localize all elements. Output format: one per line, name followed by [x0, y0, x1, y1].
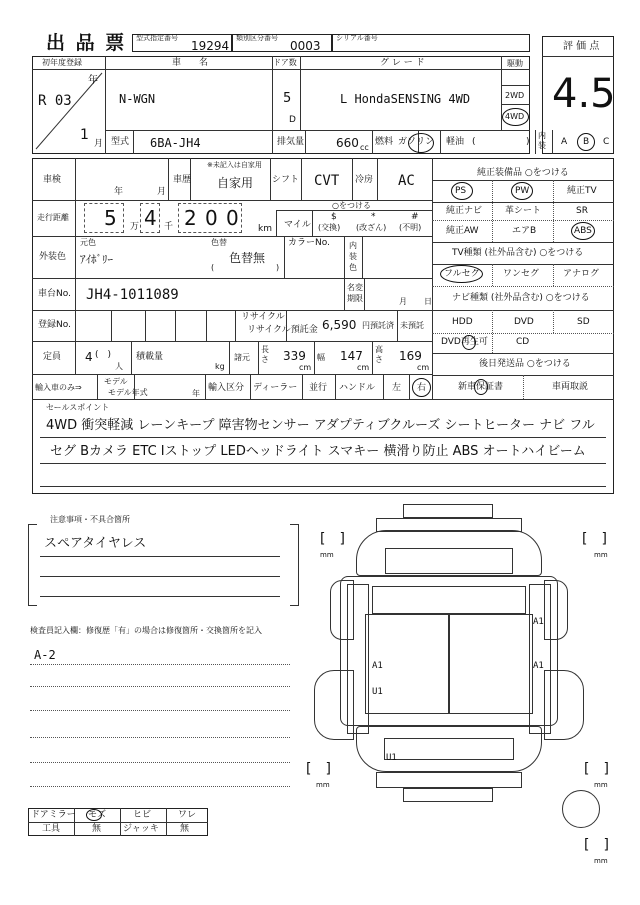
- drive-2wd: 2WD: [505, 91, 525, 100]
- notes-label: 注意事項・不具合箇所: [50, 515, 130, 524]
- navi-label: ナビ種類 (社外品含む) ○をつける: [452, 293, 590, 303]
- equip-abs: ABS: [574, 226, 592, 236]
- acc-mirror-value: モズ: [88, 810, 107, 820]
- recycle-paid: 円預託済: [362, 321, 394, 330]
- inspection-month-unit: 月: [157, 187, 167, 197]
- mileage-man: 万: [130, 222, 140, 232]
- acc-break-label: ワレ: [178, 810, 197, 820]
- history-value: 自家用: [217, 176, 254, 190]
- fuel-label: 燃料: [375, 137, 394, 147]
- drive-4wd: 4WD: [505, 112, 525, 121]
- mark-dollar-note: (交換): [318, 223, 341, 232]
- first-reg-label: 初年度登録: [42, 58, 82, 67]
- doors-type: D: [289, 115, 296, 125]
- recycle-label: リサイクル預託金: [247, 325, 318, 335]
- sales-label: セールスポイント: [46, 403, 110, 412]
- car-name-label: 車 名: [172, 58, 209, 68]
- name-change-day: 日: [424, 297, 432, 306]
- mile-label: マイル: [284, 220, 311, 230]
- recycle-amount: 6,590: [322, 318, 357, 332]
- original-color-label: 元色: [80, 238, 96, 247]
- length-label: 長さ: [261, 345, 269, 364]
- sales-line-2: セグ Bカメラ ETC Iストップ LEDヘッドライト スマキー 横滑り防止 ABS オートハイビーム: [50, 444, 586, 459]
- import-dealer: ディーラー: [253, 383, 298, 393]
- interior-label: 内装: [538, 131, 546, 150]
- first-reg-year-unit: 年: [88, 75, 98, 86]
- equip-pw: PW: [515, 186, 530, 196]
- equip-genuine-tv: 純正TV: [567, 186, 597, 196]
- displacement-label: 排気量: [277, 137, 305, 147]
- height-label: 高さ: [375, 345, 383, 364]
- inspection-label: 車検: [43, 175, 62, 185]
- handle-left: 左: [392, 383, 402, 393]
- width-label: 幅: [317, 353, 325, 362]
- fuel-gasoline: ガソリン: [398, 137, 435, 147]
- acc-tools-label: 工具: [42, 824, 61, 834]
- model-code-label: 型式指定番号: [136, 34, 178, 42]
- first-reg-year: R 03: [38, 93, 72, 109]
- mileage-unit: km: [258, 224, 272, 234]
- first-reg-month-unit: 月: [94, 139, 104, 149]
- damage-mark-5: U1: [386, 753, 397, 763]
- interior-grade-c: C: [603, 137, 610, 147]
- navi-hdd: HDD: [452, 317, 473, 327]
- load-label: 積載量: [136, 352, 164, 362]
- interior-grade-a: A: [561, 137, 568, 147]
- doors-label: ドア数: [273, 58, 297, 67]
- mark-star-note: (改ざん): [356, 223, 387, 232]
- load-unit: kg: [215, 362, 225, 371]
- width-unit: cm: [357, 363, 370, 372]
- shift-label: シフト: [272, 175, 300, 185]
- handle-right-circle: [412, 378, 431, 397]
- doors-value: 5: [283, 91, 292, 106]
- length-value: 339: [283, 349, 306, 363]
- tv-oneseg: ワンセグ: [503, 269, 540, 279]
- handle-right: 右: [417, 383, 427, 393]
- mm-label-3: mm: [316, 781, 330, 789]
- equip-leather: 革シート: [505, 206, 542, 216]
- car-name-value: N-WGN: [119, 92, 156, 106]
- import-year-unit: 年: [192, 389, 200, 398]
- equip-airbag: エアB: [512, 226, 537, 236]
- name-change-label: 名変期限: [347, 283, 363, 303]
- history-label: 車歴: [173, 175, 192, 185]
- mark-hash-note: (不明): [399, 223, 422, 232]
- recycle-unpaid: 未預託: [400, 321, 424, 330]
- repaint-value: 色替無: [229, 251, 266, 265]
- damage-mark-3: A1: [533, 661, 544, 671]
- ac-value: AC: [398, 173, 415, 189]
- notes-text: スペアタイヤレス: [44, 536, 147, 551]
- shift-value: CVT: [314, 173, 340, 189]
- mileage-digit-4: 0: [205, 206, 218, 230]
- acc-tools-value: 無: [92, 824, 102, 834]
- mm-label-4: mm: [594, 781, 608, 789]
- acc-crack-label: ヒビ: [133, 810, 152, 820]
- height-unit: cm: [417, 363, 430, 372]
- mm-label-1: mm: [320, 551, 334, 559]
- mileage-sen: 千: [164, 222, 174, 232]
- length-unit: cm: [299, 363, 312, 372]
- repaint-label: 色替: [211, 238, 227, 247]
- mm-label-2: mm: [594, 551, 608, 559]
- serial-label: シリアル番号: [336, 34, 378, 42]
- reg-no-label: 登録No.: [38, 320, 71, 330]
- chassis-value: JH4-1011089: [86, 287, 179, 303]
- media-cd: CD: [516, 337, 530, 347]
- later-label: 後日発送品 ○をつける: [479, 359, 571, 369]
- drive-label: 駆動: [507, 59, 523, 68]
- cc-unit: cc: [360, 143, 369, 152]
- acc-jack-label: ジャッキ: [123, 824, 159, 834]
- equip-ps: PS: [455, 186, 467, 196]
- capacity-label: 定員: [43, 352, 62, 362]
- handle-label: ハンドル: [339, 383, 376, 393]
- rating-value: 4.5: [552, 71, 616, 117]
- mileage-digit-3: 2: [184, 206, 197, 230]
- mm-label-5: mm: [594, 857, 608, 865]
- displacement-value: 660: [336, 136, 359, 150]
- genuine-label: 純正装備品 ○をつける: [477, 168, 569, 178]
- height-value: 169: [399, 349, 422, 363]
- original-color-value: ｱｲﾎﾞﾘｰ: [80, 253, 113, 266]
- inspection-year-unit: 年: [114, 187, 124, 197]
- mileage-digit-5: 0: [226, 206, 239, 230]
- capacity-unit: 人: [115, 362, 123, 371]
- tv-analog: アナログ: [563, 269, 600, 279]
- tv-fullseg: フルセグ: [444, 269, 480, 279]
- mileage-label: 走行距離: [37, 213, 69, 222]
- mark-label: ○をつける: [332, 201, 371, 210]
- mark-hash: #: [411, 212, 419, 222]
- import-parallel: 並行: [309, 383, 328, 393]
- equip-genuine-navi: 純正ナビ: [446, 206, 483, 216]
- model-code-value: 19294: [191, 39, 230, 53]
- navi-dvd: DVD: [514, 317, 534, 327]
- fuel-gasoline-circle: [408, 133, 434, 153]
- mileage-digit-2: 4: [144, 206, 157, 230]
- recycle-label-1: リサイクル: [241, 312, 285, 322]
- damage-mark-2: A1: [372, 661, 383, 671]
- interior-color-label: 内装色: [349, 241, 357, 272]
- model-year-label: モデル年式: [108, 388, 148, 397]
- type-label: 型式: [111, 137, 130, 147]
- tv-label: TV種類 (社外品含む) ○をつける: [452, 248, 584, 258]
- media-dvd-play: DVD再生可: [441, 337, 488, 347]
- drive-4wd-circle: [502, 108, 529, 126]
- later-manual: 車両取説: [552, 382, 589, 392]
- sales-line-1: 4WD 衝突軽減 レーンキープ 障害物センサー アダプティブクルーズ シートヒーター ナビ フル: [46, 418, 595, 433]
- grade-value: L HondaSENSING 4WD: [340, 92, 471, 106]
- inspector-label: 検査員記入欄：修復歴「有」の場合は修復箇所・交換箇所を記入: [30, 626, 262, 635]
- import-type-label: 輸入区分: [208, 383, 245, 393]
- color-no-label: カラーNo.: [288, 238, 330, 248]
- later-warranty: 新車保証書: [458, 382, 504, 392]
- dims-label: 諸元: [234, 353, 250, 362]
- interior-grade-b: B: [583, 137, 590, 147]
- inspector-text: A-2: [34, 648, 56, 662]
- class-code-value: 0003: [290, 39, 321, 53]
- color-label: 外装色: [39, 252, 67, 262]
- mark-dollar: $: [331, 212, 337, 222]
- width-value: 147: [340, 349, 363, 363]
- equip-sr: SR: [576, 206, 588, 216]
- fuel-light-oil: 軽油: [446, 137, 465, 147]
- type-value: 6BA-JH4: [150, 136, 201, 150]
- acc-mirror-label: ドアミラー: [31, 810, 76, 820]
- damage-mark-4: U1: [372, 687, 383, 697]
- mark-star: *: [371, 212, 376, 222]
- class-code-label: 類別区分番号: [236, 34, 278, 42]
- damage-mark-1: A1: [533, 617, 544, 627]
- interior-b-circle: [577, 133, 595, 151]
- chassis-label: 車台No.: [38, 289, 71, 299]
- grade-label: グ レ ー ド: [380, 58, 425, 68]
- first-reg-month: 1: [80, 127, 89, 143]
- capacity-value: 4: [85, 350, 93, 364]
- acc-jack-value: 無: [180, 824, 190, 834]
- name-change-month: 月: [399, 297, 407, 306]
- equip-genuine-aw: 純正AW: [446, 226, 479, 236]
- navi-sd: SD: [577, 317, 590, 327]
- rating-label: 評 価 点: [563, 41, 600, 52]
- ac-label: 冷房: [355, 175, 374, 185]
- history-note: ※未記入は自家用: [207, 161, 262, 169]
- form-title: 出 品 票: [46, 32, 127, 54]
- import-label: 輸入車のみ⇒: [35, 383, 82, 392]
- mileage-digit-1: 5: [104, 206, 117, 230]
